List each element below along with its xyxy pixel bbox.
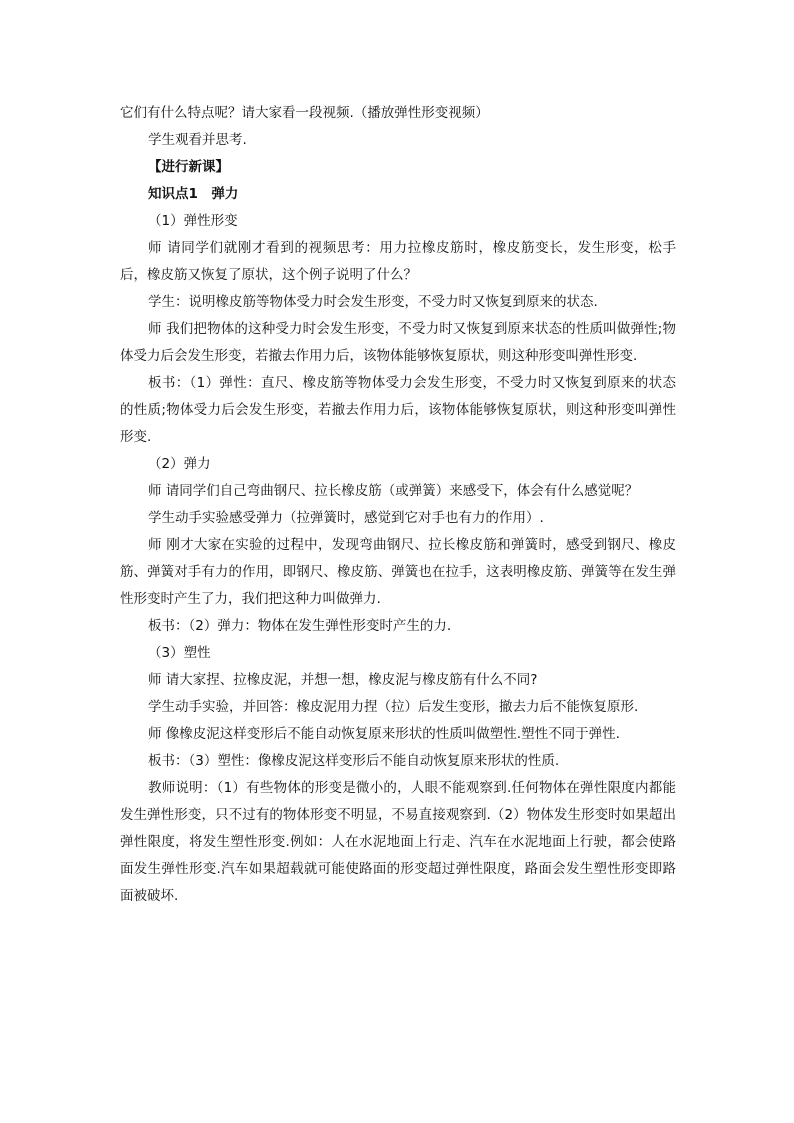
- paragraph-teacher-plasticity: 师 像橡皮泥这样变形后不能自动恢复原来形状的性质叫做塑性.塑性不同于弹性.: [148, 726, 620, 742]
- paragraph-student-answer-1: 学生：说明橡皮筋等物体受力时会发生形变，不受力时又恢复到原来的状态.: [148, 294, 598, 310]
- subheading-elastic-force: （2）弹力: [148, 456, 211, 472]
- paragraph-teacher-explanation: 教师说明：（1）有些物体的形变是微小的，人眼不能观察到.任何物体在弹性限度内都能发生弹性形变，只不过有的物体形变不明显，不易直接观察到.（2）物体发生形变时如果超出弹性限度，将发生塑性形变.例如：人在水泥地面上行走、汽车在水泥地面上行驶，都会使路面发生弹性形变.汽车如果超载就可能使路面的形变超过弹性限度，路面会发生塑性形变即路面被破坏.: [120, 780, 676, 904]
- paragraph-teacher-question-1: 师 请同学们就刚才看到的视频思考：用力拉橡皮筋时，橡皮筋变长，发生形变，松手后，橡皮筋又恢复了原状，这个例子说明了什么？: [120, 240, 676, 283]
- paragraph-student-experiment-1: 学生动手实验感受弹力（拉弹簧时，感觉到它对手也有力的作用）.: [148, 510, 544, 526]
- paragraph-blackboard-2: 板书：（2）弹力：物体在发生弹性形变时产生的力.: [148, 618, 452, 634]
- subheading-plasticity: （3）塑性: [148, 645, 211, 661]
- paragraph-teacher-elastic-force: 师 刚才大家在实验的过程中，发现弯曲钢尺、拉长橡皮筋和弹簧时，感受到钢尺、橡皮筋、弹簧对手有力的作用，即钢尺、橡皮筋、弹簧也在拉手，这表明橡皮筋、弹簧等在发生弹性形变时产生了力，我们把这种力叫做弹力.: [120, 537, 676, 607]
- subheading-elastic-deformation: （1）弹性形变: [148, 213, 238, 229]
- paragraph-blackboard-3: 板书：（3）塑性：像橡皮泥这样变形后不能自动恢复原来形状的性质.: [148, 753, 560, 769]
- paragraph-student-experiment-2: 学生动手实验，并回答：橡皮泥用力捏（拉）后发生变形，撤去力后不能恢复原形.: [148, 699, 639, 715]
- paragraph-students-watch: 学生观看并思考.: [148, 132, 247, 148]
- paragraph-blackboard-1: 板书：（1）弹性：直尺、橡皮筋等物体受力会发生形变，不受力时又恢复到原来的状态的性质;物体受力后会发生形变，若撤去作用力后，该物体能够恢复原状，则这种形变叫弹性形变.: [120, 375, 676, 445]
- knowledge-point-heading: 知识点1 弹力: [148, 186, 239, 202]
- paragraph-teacher-elasticity: 师 我们把物体的这种受力时会发生形变，不受力时又恢复到原来状态的性质叫做弹性;物体受力后会发生形变，若撤去作用力后，该物体能够恢复原状，则这种形变叫弹性形变.: [120, 321, 676, 364]
- section-heading-new-lesson: 【进行新课】: [148, 159, 229, 175]
- paragraph-teacher-question-2: 师 请同学们自己弯曲钢尺、拉长橡皮筋（或弹簧）来感受下，体会有什么感觉呢？: [148, 483, 639, 499]
- document-page: [120, 100, 676, 910]
- paragraph-teacher-question-3: 师 请大家捏、拉橡皮泥，并想一想，橡皮泥与橡皮筋有什么不同?: [148, 672, 538, 688]
- paragraph-intro-question: 它们有什么特点呢？请大家看一段视频.（播放弹性形变视频）: [120, 105, 489, 121]
